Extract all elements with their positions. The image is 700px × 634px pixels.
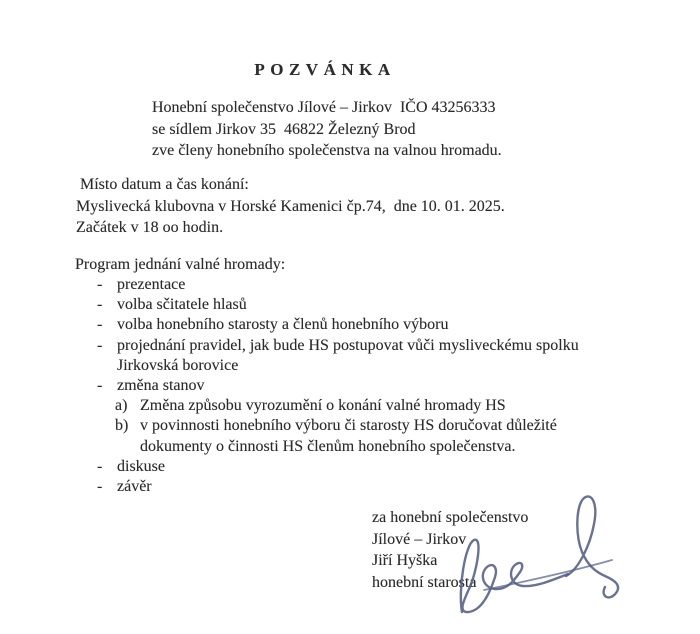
program-item xyxy=(97,477,667,497)
program-heading: Program jednání valné hromady: xyxy=(75,256,286,273)
program-item xyxy=(97,336,667,376)
program-item-text: Změna způsobu vyrozumění o konání valné hromady HS xyxy=(140,397,506,415)
program-item xyxy=(97,376,667,396)
program-item-text: Jirkovská borovice xyxy=(117,356,239,374)
program-item xyxy=(97,315,667,335)
bullet-marker: - xyxy=(97,316,103,334)
program-item xyxy=(97,457,667,477)
program-list xyxy=(97,275,667,497)
bullet-marker: - xyxy=(97,296,103,314)
program-item-text: závěr xyxy=(117,478,152,496)
intro-line: zve členy honebního společenstva na valnou hromadu. xyxy=(152,142,502,159)
meeting-line: Myslivecká klubovna v Horské Kamenici čp.74, dne 10. 01. 2025. xyxy=(76,197,505,215)
program-item-text: diskuse xyxy=(117,457,165,475)
signature-block xyxy=(372,507,528,593)
bullet-marker: - xyxy=(97,457,103,475)
bullet-marker: - xyxy=(97,276,103,293)
program-item xyxy=(97,295,667,315)
subitem-marker: a) xyxy=(115,397,128,415)
intro-paragraph xyxy=(152,97,502,162)
signature-line: Jílové – Jirkov xyxy=(372,530,467,548)
document-title: POZVÁNKA xyxy=(254,60,396,79)
program-item-text: změna stanov xyxy=(117,377,205,395)
meeting-line: Začátek v 18 oo hodin. xyxy=(76,219,224,236)
meeting-info xyxy=(76,174,505,239)
bullet-marker: - xyxy=(97,377,103,395)
subitem-marker: b) xyxy=(115,417,129,435)
program-item-text: prezentace xyxy=(117,276,186,293)
meeting-line: Místo datum a čas konání: xyxy=(76,176,249,193)
program-item-text: volba sčitatele hlasů xyxy=(117,296,247,314)
program-item xyxy=(97,275,667,295)
signature-line: za honební společenstvo xyxy=(372,509,529,526)
bullet-marker: - xyxy=(97,336,103,354)
program-subitem xyxy=(97,416,667,456)
intro-line: Honební společenstvo Jílové – Jirkov IČO 43256333 xyxy=(152,99,496,116)
signature-line: honební starosta xyxy=(372,573,477,591)
bullet-marker: - xyxy=(97,478,103,496)
program-item-text: projednání pravidel, jak bude HS postupovat vůči mysliveckému spolku xyxy=(117,336,579,354)
signature-line: Jiří Hyška xyxy=(372,552,438,569)
program-item-text: v povinnosti honebního výboru či starosty HS doručovat důležité xyxy=(140,417,557,435)
program-item-text: dokumenty o činnosti HS členům honebního společenstva. xyxy=(140,437,516,455)
program-subitem xyxy=(97,396,667,416)
intro-line: se sídlem Jirkov 35 46822 Železný Brod xyxy=(152,120,416,138)
program-item-text: volba honebního starosty a členů honebního výboru xyxy=(117,316,449,334)
